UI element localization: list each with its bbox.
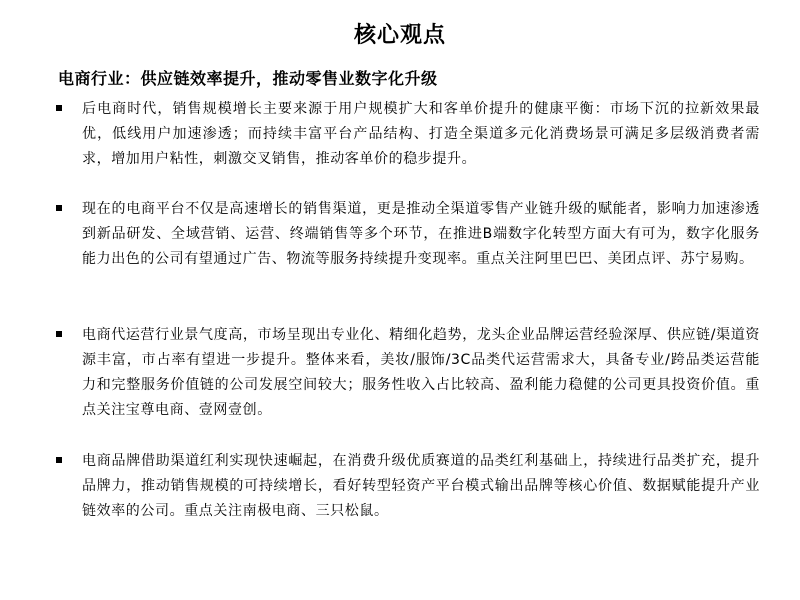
bullet-item-1 [56,97,760,172]
bullet-text: 现在的电商平台不仅是高速增长的销售渠道，更是推动全渠道零售产业链升级的赋能者，影响力加速渗透到新品研发、全域营销、运营、终端销售等多个环节，在推进B端数字化转型方面大有可为，数字化服务能力出色的公司有望通过广告、物流等服务持续提升变现率。重点关注阿里巴巴、美团点评、苏宁易购。 [82,201,760,267]
bullet-text: 电商品牌借助渠道红利实现快速崛起，在消费升级优质赛道的品类红利基础上，持续进行品类扩充，提升品牌力，推动销售规模的可持续增长，看好转型轻资产平台模式输出品牌等核心价值、数据赋能提升产业链效率的公司。重点关注南极电商、三只松鼠。 [82,453,760,519]
bullet-item-2 [56,197,760,272]
bullet-item-3 [56,323,760,423]
page-title: 核心观点 [353,23,446,48]
bullet-text: 电商代运营行业景气度高，市场呈现出专业化、精细化趋势，龙头企业品牌运营经验深厚、供应链/渠道资源丰富，市占率有望进一步提升。整体来看，美妆/服饰/3C品类代运营需求大，具备专业/跨品类运营能力和完整服务价值链的公司发展空间较大；服务性收入占比较高、盈利能力稳健的公司更具投资价值。重点关注宝尊电商、壹网壹创。 [82,327,760,418]
square-bullet-icon [56,457,62,463]
section-subtitle: 电商行业：供应链效率提升，推动零售业数字化升级 [58,69,438,88]
square-bullet-icon [56,105,62,111]
square-bullet-icon [56,205,62,211]
bullet-text: 后电商时代，销售规模增长主要来源于用户规模扩大和客单价提升的健康平衡：市场下沉的拉新效果最优，低线用户加速渗透；而持续丰富平台产品结构、打造全渠道多元化消费场景可满足多层级消费者需求，增加用户粘性，刺激交叉销售，推动客单价的稳步提升。 [82,101,760,167]
bullet-item-4 [56,449,760,524]
square-bullet-icon [56,331,62,337]
